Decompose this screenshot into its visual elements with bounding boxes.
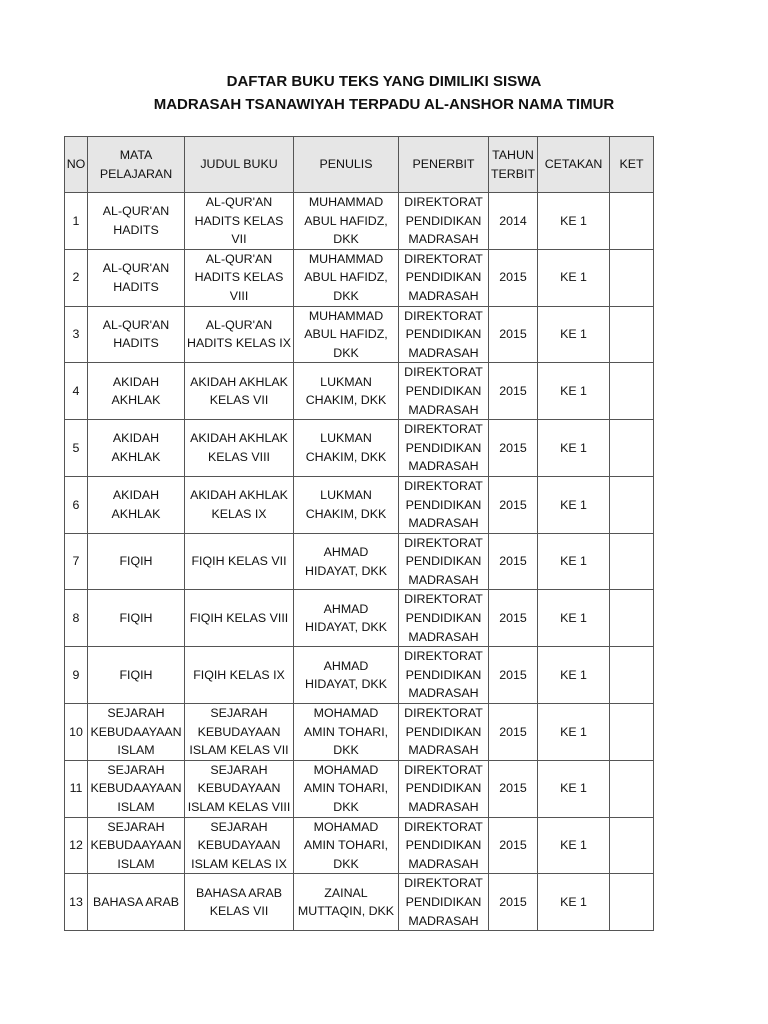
table-row xyxy=(65,420,654,477)
cell-mata-pelajaran xyxy=(88,647,185,704)
cell-text: AKIDAH AKHLAK xyxy=(111,431,161,465)
cell-penulis xyxy=(294,363,399,420)
cell-text: AKIDAH AKHLAK KELAS IX xyxy=(190,488,288,521)
header-label: PENERBIT xyxy=(412,157,475,172)
table-row xyxy=(65,590,654,647)
cell-text: FIQIH KELAS VIII xyxy=(189,611,289,626)
table-row xyxy=(65,476,654,533)
cell-text: DIREKTORAT PENDIDIKAN MADRASAH xyxy=(404,876,483,928)
cell-text: 2015 xyxy=(499,497,527,512)
cell-text: AHMAD HIDAYAT, DKK xyxy=(305,658,387,692)
cell-penulis xyxy=(294,817,399,874)
cell-text: MUHAMMAD ABUL HAFIDZ, DKK xyxy=(304,308,388,360)
cell-judul-buku xyxy=(185,476,294,533)
header-no xyxy=(65,137,88,193)
cell-ket xyxy=(610,420,654,477)
cell-text: DIREKTORAT PENDIDIKAN MADRASAH xyxy=(404,762,483,814)
cell-cetakan xyxy=(538,363,610,420)
cell-text: KE 1 xyxy=(560,667,587,682)
cell-penerbit xyxy=(399,874,489,931)
cell-text: SEJARAH KEBUDAAYAAN ISLAM xyxy=(90,762,182,814)
cell-text: LUKMAN CHAKIM, DKK xyxy=(305,488,387,521)
cell-mata-pelajaran xyxy=(88,874,185,931)
cell-text: KE 1 xyxy=(560,611,587,626)
cell-tahun-terbit xyxy=(489,874,538,931)
cell-text: DIREKTORAT PENDIDIKAN MADRASAH xyxy=(404,592,483,644)
cell-text: DIREKTORAT PENDIDIKAN MADRASAH xyxy=(404,819,483,871)
table-row xyxy=(65,874,654,931)
header-label: KET xyxy=(619,157,644,172)
cell-penulis xyxy=(294,476,399,533)
cell-text: MUHAMMAD ABUL HAFIDZ, DKK xyxy=(304,251,388,303)
cell-text: DIREKTORAT PENDIDIKAN MADRASAH xyxy=(404,422,483,474)
cell-no xyxy=(65,817,88,874)
cell-penulis xyxy=(294,420,399,477)
header-label: NO xyxy=(66,157,86,172)
cell-text: AL-QUR'AN HADITS xyxy=(102,317,170,351)
cell-text: SEJARAH KEBUDAAYAAN ISLAM xyxy=(90,706,182,758)
cell-no xyxy=(65,590,88,647)
cell-no xyxy=(65,476,88,533)
cell-no xyxy=(65,874,88,931)
cell-text: 2 xyxy=(72,270,80,285)
cell-tahun-terbit xyxy=(489,249,538,306)
header-judul-buku xyxy=(185,137,294,193)
cell-penerbit xyxy=(399,590,489,647)
cell-ket xyxy=(610,590,654,647)
header-cetakan xyxy=(538,137,610,193)
cell-cetakan xyxy=(538,476,610,533)
header-label: CETAKAN xyxy=(544,157,603,172)
cell-text: 11 xyxy=(69,781,83,796)
cell-text: 2015 xyxy=(499,327,527,342)
cell-text: AHMAD HIDAYAT, DKK xyxy=(305,601,387,635)
cell-text: SEJARAH KEBUDAYAAN ISLAM KELAS VIII xyxy=(187,762,291,814)
cell-mata-pelajaran xyxy=(88,760,185,817)
cell-text: 2015 xyxy=(499,270,527,285)
cell-cetakan xyxy=(538,193,610,250)
header-label: PENULIS xyxy=(319,157,373,172)
cell-text: SEJARAH KEBUDAYAAN ISLAM KELAS IX xyxy=(191,819,287,871)
table-header-row xyxy=(65,137,654,193)
cell-tahun-terbit xyxy=(489,306,538,363)
cell-penerbit xyxy=(399,704,489,761)
cell-mata-pelajaran xyxy=(88,817,185,874)
cell-text: AL-QUR'AN HADITS xyxy=(102,204,170,237)
cell-tahun-terbit xyxy=(489,533,538,590)
cell-text: 12 xyxy=(69,838,83,853)
header-mata-pelajaran xyxy=(88,137,185,193)
cell-penerbit xyxy=(399,420,489,477)
cell-text: DIREKTORAT PENDIDIKAN MADRASAH xyxy=(404,706,483,758)
cell-no xyxy=(65,533,88,590)
cell-tahun-terbit xyxy=(489,817,538,874)
cell-no xyxy=(65,193,88,250)
cell-no xyxy=(65,363,88,420)
cell-text: DIREKTORAT PENDIDIKAN MADRASAH xyxy=(404,308,483,360)
cell-mata-pelajaran xyxy=(88,420,185,477)
cell-penerbit xyxy=(399,647,489,704)
cell-text: MUHAMMAD ABUL HAFIDZ, DKK xyxy=(304,195,388,247)
cell-cetakan xyxy=(538,249,610,306)
cell-text: DIREKTORAT PENDIDIKAN MADRASAH xyxy=(404,365,483,417)
cell-judul-buku xyxy=(185,533,294,590)
cell-cetakan xyxy=(538,590,610,647)
cell-penerbit xyxy=(399,193,489,250)
cell-ket xyxy=(610,760,654,817)
cell-judul-buku xyxy=(185,760,294,817)
cell-text: KE 1 xyxy=(560,497,587,512)
cell-no xyxy=(65,306,88,363)
cell-mata-pelajaran xyxy=(88,590,185,647)
cell-text: AL-QUR'AN HADITS KELAS VIII xyxy=(194,251,284,303)
cell-text: DIREKTORAT PENDIDIKAN MADRASAH xyxy=(404,251,483,303)
cell-tahun-terbit xyxy=(489,420,538,477)
cell-no xyxy=(65,760,88,817)
cell-text: KE 1 xyxy=(560,270,587,285)
cell-text: 7 xyxy=(72,554,80,569)
table-row xyxy=(65,193,654,250)
cell-text: MOHAMAD AMIN TOHARI, DKK xyxy=(303,762,389,814)
cell-text: AKIDAH AKHLAK xyxy=(111,374,161,408)
cell-text: DIREKTORAT PENDIDIKAN MADRASAH xyxy=(404,535,483,587)
cell-no xyxy=(65,249,88,306)
cell-penulis xyxy=(294,760,399,817)
cell-text: SEJARAH KEBUDAAYAAN ISLAM xyxy=(90,819,182,871)
cell-text: 2015 xyxy=(499,667,527,682)
cell-judul-buku xyxy=(185,306,294,363)
cell-text: KE 1 xyxy=(560,213,587,228)
cell-penulis xyxy=(294,193,399,250)
cell-text: 2015 xyxy=(499,894,527,909)
table-row xyxy=(65,817,654,874)
cell-text: 1 xyxy=(72,213,80,228)
cell-text: 6 xyxy=(72,497,80,512)
cell-text: 8 xyxy=(72,611,80,626)
cell-ket xyxy=(610,533,654,590)
cell-cetakan xyxy=(538,306,610,363)
cell-text: 10 xyxy=(69,724,83,739)
cell-judul-buku xyxy=(185,363,294,420)
cell-text: 2015 xyxy=(499,611,527,626)
cell-text: SEJARAH KEBUDAYAAN ISLAM KELAS VII xyxy=(189,706,289,758)
cell-text: KE 1 xyxy=(560,554,587,569)
cell-text: DIREKTORAT PENDIDIKAN MADRASAH xyxy=(404,649,483,701)
cell-text: KE 1 xyxy=(560,724,587,739)
cell-penulis xyxy=(294,647,399,704)
cell-cetakan xyxy=(538,704,610,761)
cell-mata-pelajaran xyxy=(88,704,185,761)
table-body xyxy=(65,193,654,931)
table-row xyxy=(65,533,654,590)
cell-mata-pelajaran xyxy=(88,533,185,590)
cell-penerbit xyxy=(399,476,489,533)
cell-text: 2014 xyxy=(499,213,527,228)
cell-penerbit xyxy=(399,817,489,874)
header-label: MATA PELAJARAN xyxy=(99,147,173,181)
cell-cetakan xyxy=(538,760,610,817)
cell-text: AL-QUR'AN HADITS KELAS VII xyxy=(194,195,284,247)
cell-ket xyxy=(610,704,654,761)
cell-text: AKIDAH AKHLAK KELAS VII xyxy=(190,374,288,408)
cell-penerbit xyxy=(399,306,489,363)
header-label: JUDUL BUKU xyxy=(200,157,278,172)
cell-text: LUKMAN CHAKIM, DKK xyxy=(305,374,387,408)
cell-penerbit xyxy=(399,249,489,306)
cell-text: KE 1 xyxy=(560,383,587,398)
cell-text: MOHAMAD AMIN TOHARI, DKK xyxy=(303,819,389,871)
header-penerbit xyxy=(399,137,489,193)
cell-tahun-terbit xyxy=(489,647,538,704)
table-row xyxy=(65,647,654,704)
cell-tahun-terbit xyxy=(489,704,538,761)
header-tahun-terbit xyxy=(489,137,538,193)
cell-text: FIQIH xyxy=(119,554,153,569)
books-table xyxy=(64,136,654,931)
cell-tahun-terbit xyxy=(489,476,538,533)
cell-text: 3 xyxy=(72,327,80,342)
cell-text: AKIDAH AKHLAK KELAS VIII xyxy=(190,431,288,465)
cell-text: AL-QUR'AN HADITS xyxy=(102,261,170,294)
cell-judul-buku xyxy=(185,249,294,306)
cell-text: MOHAMAD AMIN TOHARI, DKK xyxy=(303,706,389,758)
cell-text: AHMAD HIDAYAT, DKK xyxy=(305,544,387,578)
cell-cetakan xyxy=(538,533,610,590)
cell-mata-pelajaran xyxy=(88,306,185,363)
header-ket xyxy=(610,137,654,193)
cell-text: 2015 xyxy=(499,554,527,569)
cell-penulis xyxy=(294,533,399,590)
cell-text: 2015 xyxy=(499,440,527,455)
cell-text: 2015 xyxy=(499,383,527,398)
cell-penulis xyxy=(294,874,399,931)
cell-text: AKIDAH AKHLAK xyxy=(111,488,161,521)
cell-tahun-terbit xyxy=(489,760,538,817)
table-row xyxy=(65,760,654,817)
header-label: TAHUN TERBIT xyxy=(490,147,536,181)
cell-text: KE 1 xyxy=(560,440,587,455)
cell-no xyxy=(65,420,88,477)
cell-text: KE 1 xyxy=(560,838,587,853)
cell-ket xyxy=(610,249,654,306)
cell-cetakan xyxy=(538,647,610,704)
cell-penerbit xyxy=(399,760,489,817)
cell-text: FIQIH KELAS IX xyxy=(193,667,285,682)
cell-judul-buku xyxy=(185,193,294,250)
cell-mata-pelajaran xyxy=(88,249,185,306)
cell-judul-buku xyxy=(185,817,294,874)
cell-text: LUKMAN CHAKIM, DKK xyxy=(305,431,387,465)
cell-text: ZAINAL MUTTAQIN, DKK xyxy=(297,885,395,919)
cell-text: FIQIH xyxy=(119,611,153,626)
cell-text: 2015 xyxy=(499,781,527,796)
cell-judul-buku xyxy=(185,420,294,477)
cell-text: FIQIH xyxy=(119,667,153,682)
cell-text: 5 xyxy=(72,440,80,455)
cell-cetakan xyxy=(538,817,610,874)
cell-ket xyxy=(610,874,654,931)
cell-ket xyxy=(610,193,654,250)
cell-penulis xyxy=(294,249,399,306)
cell-mata-pelajaran xyxy=(88,193,185,250)
cell-ket xyxy=(610,476,654,533)
cell-text: AL-QUR'AN HADITS KELAS IX xyxy=(187,317,291,351)
cell-judul-buku xyxy=(185,704,294,761)
cell-text: DIREKTORAT PENDIDIKAN MADRASAH xyxy=(404,195,483,247)
table-row xyxy=(65,704,654,761)
cell-text: 13 xyxy=(69,894,83,909)
cell-penerbit xyxy=(399,533,489,590)
cell-text: BAHASA ARAB KELAS VII xyxy=(195,885,283,919)
cell-text: FIQIH KELAS VII xyxy=(191,554,287,569)
cell-cetakan xyxy=(538,874,610,931)
cell-no xyxy=(65,704,88,761)
cell-text: BAHASA ARAB xyxy=(92,894,180,909)
cell-judul-buku xyxy=(185,874,294,931)
cell-mata-pelajaran xyxy=(88,476,185,533)
cell-ket xyxy=(610,363,654,420)
table-row xyxy=(65,363,654,420)
cell-text: KE 1 xyxy=(560,327,587,342)
cell-ket xyxy=(610,647,654,704)
cell-penulis xyxy=(294,590,399,647)
cell-tahun-terbit xyxy=(489,363,538,420)
cell-no xyxy=(65,647,88,704)
cell-cetakan xyxy=(538,420,610,477)
cell-mata-pelajaran xyxy=(88,363,185,420)
cell-penulis xyxy=(294,306,399,363)
cell-text: KE 1 xyxy=(560,781,587,796)
table-row xyxy=(65,306,654,363)
cell-text: 9 xyxy=(72,667,80,682)
cell-judul-buku xyxy=(185,590,294,647)
cell-text: 4 xyxy=(72,383,80,398)
table-row xyxy=(65,249,654,306)
cell-ket xyxy=(610,306,654,363)
cell-ket xyxy=(610,817,654,874)
document-subtitle: MADRASAH TSANAWIYAH TERPADU AL-ANSHOR NAMA TIMUR xyxy=(153,96,615,113)
cell-text: 2015 xyxy=(499,724,527,739)
header-penulis xyxy=(294,137,399,193)
cell-judul-buku xyxy=(185,647,294,704)
cell-penerbit xyxy=(399,363,489,420)
cell-tahun-terbit xyxy=(489,590,538,647)
cell-penulis xyxy=(294,704,399,761)
document-title: DAFTAR BUKU TEKS YANG DIMILIKI SISWA xyxy=(226,73,542,90)
cell-tahun-terbit xyxy=(489,193,538,250)
cell-text: KE 1 xyxy=(560,894,587,909)
cell-text: DIREKTORAT PENDIDIKAN MADRASAH xyxy=(404,478,483,531)
cell-text: 2015 xyxy=(499,838,527,853)
